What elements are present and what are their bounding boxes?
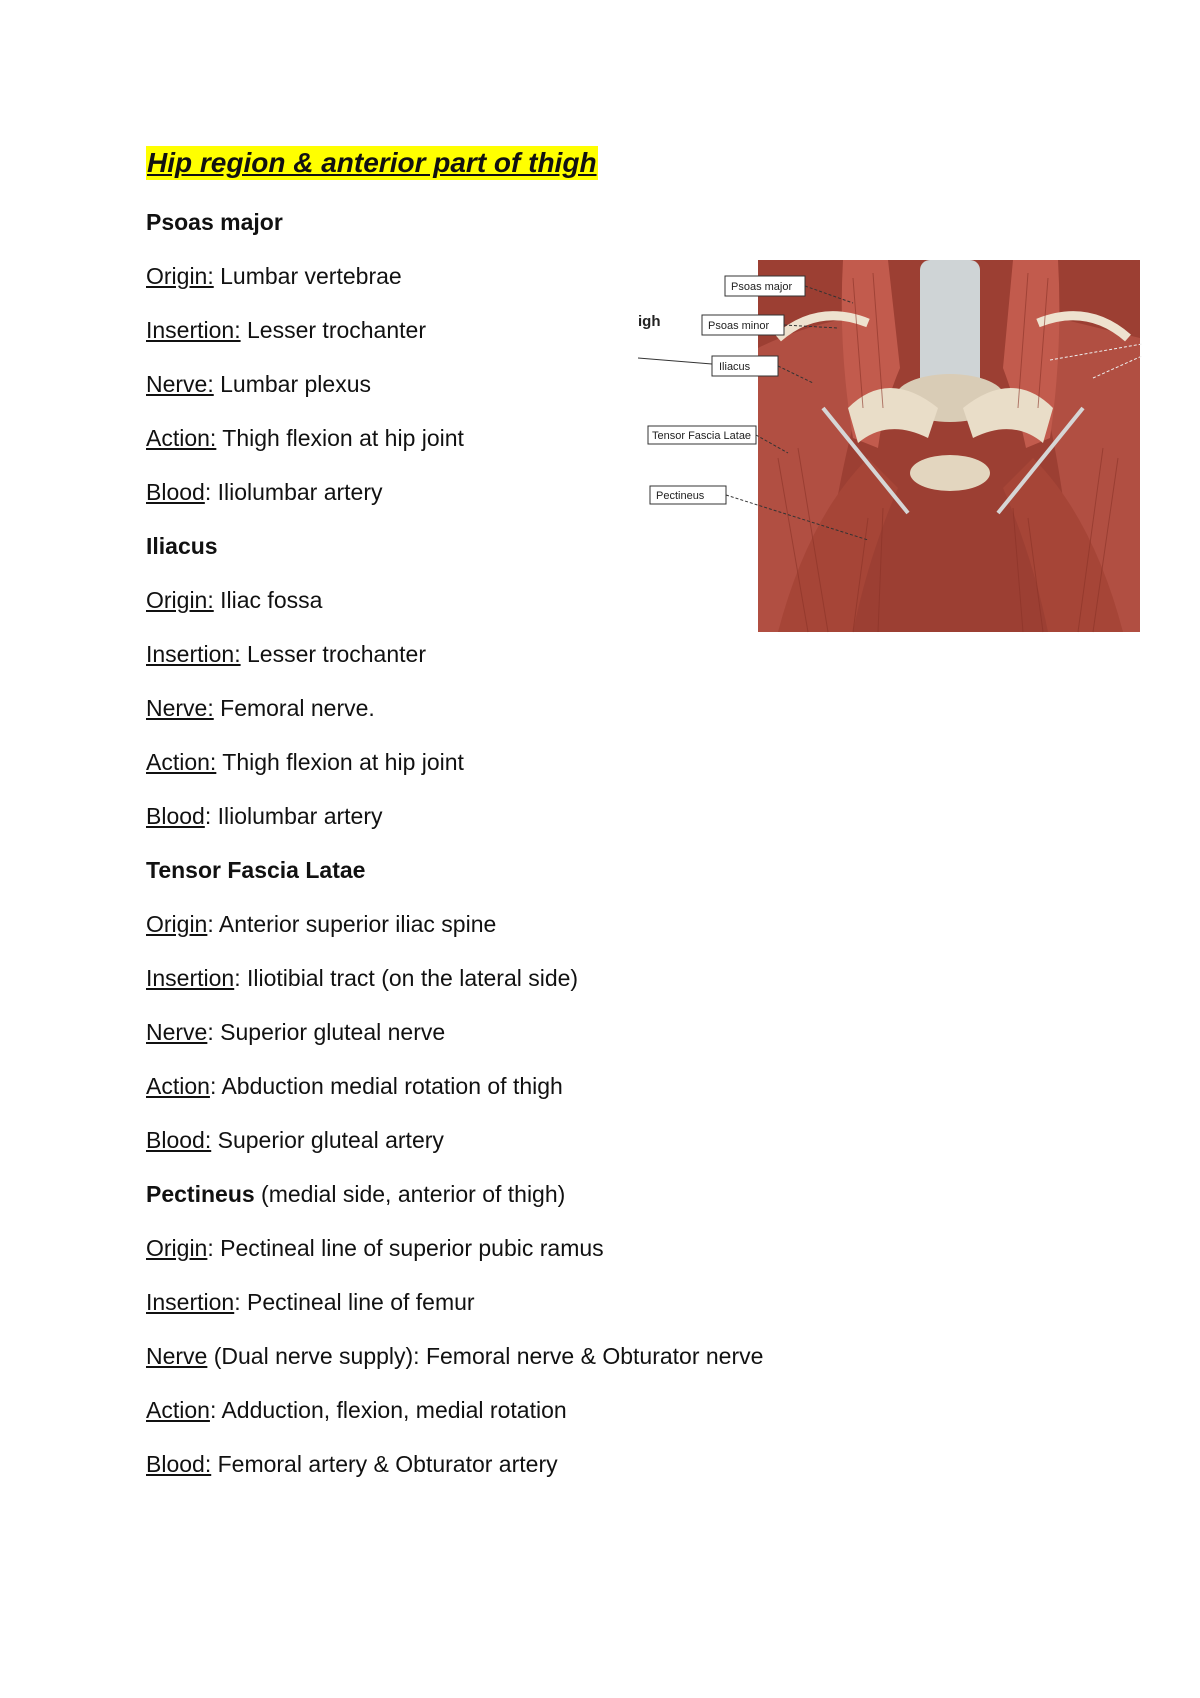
psoas-major-insertion: Insertion: Lesser trochanter [146,317,426,343]
tfl-origin: Origin: Anterior superior iliac spine [146,911,497,937]
anatomy-figure [638,258,1144,634]
hip-muscles-illustration [638,258,1144,634]
label-psoas-minor: Psoas minor [708,320,770,332]
pectineus-blood: Blood: Femoral artery & Obturator artery [146,1451,558,1477]
pubic-bone [910,455,990,491]
label-tensor-fascia-latae: Tensor Fascia Latae [652,430,752,442]
section-heading-tensor-fascia-latae: Tensor Fascia Latae [146,857,366,883]
label-iliacus: Iliacus [719,361,751,373]
psoas-major-nerve: Nerve: Lumbar plexus [146,371,371,397]
cutoff-text: igh [638,313,661,330]
iliacus-nerve: Nerve: Femoral nerve. [146,695,375,721]
label-pectineus: Pectineus [656,490,705,502]
spine-shape [920,260,980,390]
tfl-blood: Blood: Superior gluteal artery [146,1127,444,1153]
tfl-nerve: Nerve: Superior gluteal nerve [146,1019,446,1045]
section-heading-pectineus: Pectineus (medial side, anterior of thigh) [146,1181,566,1207]
section-heading-psoas-major: Psoas major [146,209,283,235]
iliacus-insertion: Insertion: Lesser trochanter [146,641,426,667]
section-heading-iliacus: Iliacus [146,533,218,559]
iliacus-blood: Blood: Iliolumbar artery [146,803,383,829]
pectineus-action: Action: Adduction, flexion, medial rotation [146,1397,567,1423]
psoas-major-origin: Origin: Lumbar vertebrae [146,263,402,289]
iliacus-origin: Origin: Iliac fossa [146,587,323,613]
pectineus-origin: Origin: Pectineal line of superior pubic ramus [146,1235,604,1261]
pectineus-insertion: Insertion: Pectineal line of femur [146,1289,475,1315]
pectineus-nerve: Nerve (Dual nerve supply): Femoral nerve & Obturator nerve [146,1343,764,1369]
tfl-insertion: Insertion: Iliotibial tract (on the lateral side) [146,965,579,991]
page-title: Hip region & anterior part of thigh [147,147,597,178]
psoas-major-blood: Blood: Iliolumbar artery [146,479,383,505]
tfl-action: Action: Abduction medial rotation of thigh [146,1073,563,1099]
iliacus-action: Action: Thigh flexion at hip joint [146,749,464,775]
psoas-major-action: Action: Thigh flexion at hip joint [146,425,464,451]
label-psoas-major: Psoas major [731,281,793,293]
